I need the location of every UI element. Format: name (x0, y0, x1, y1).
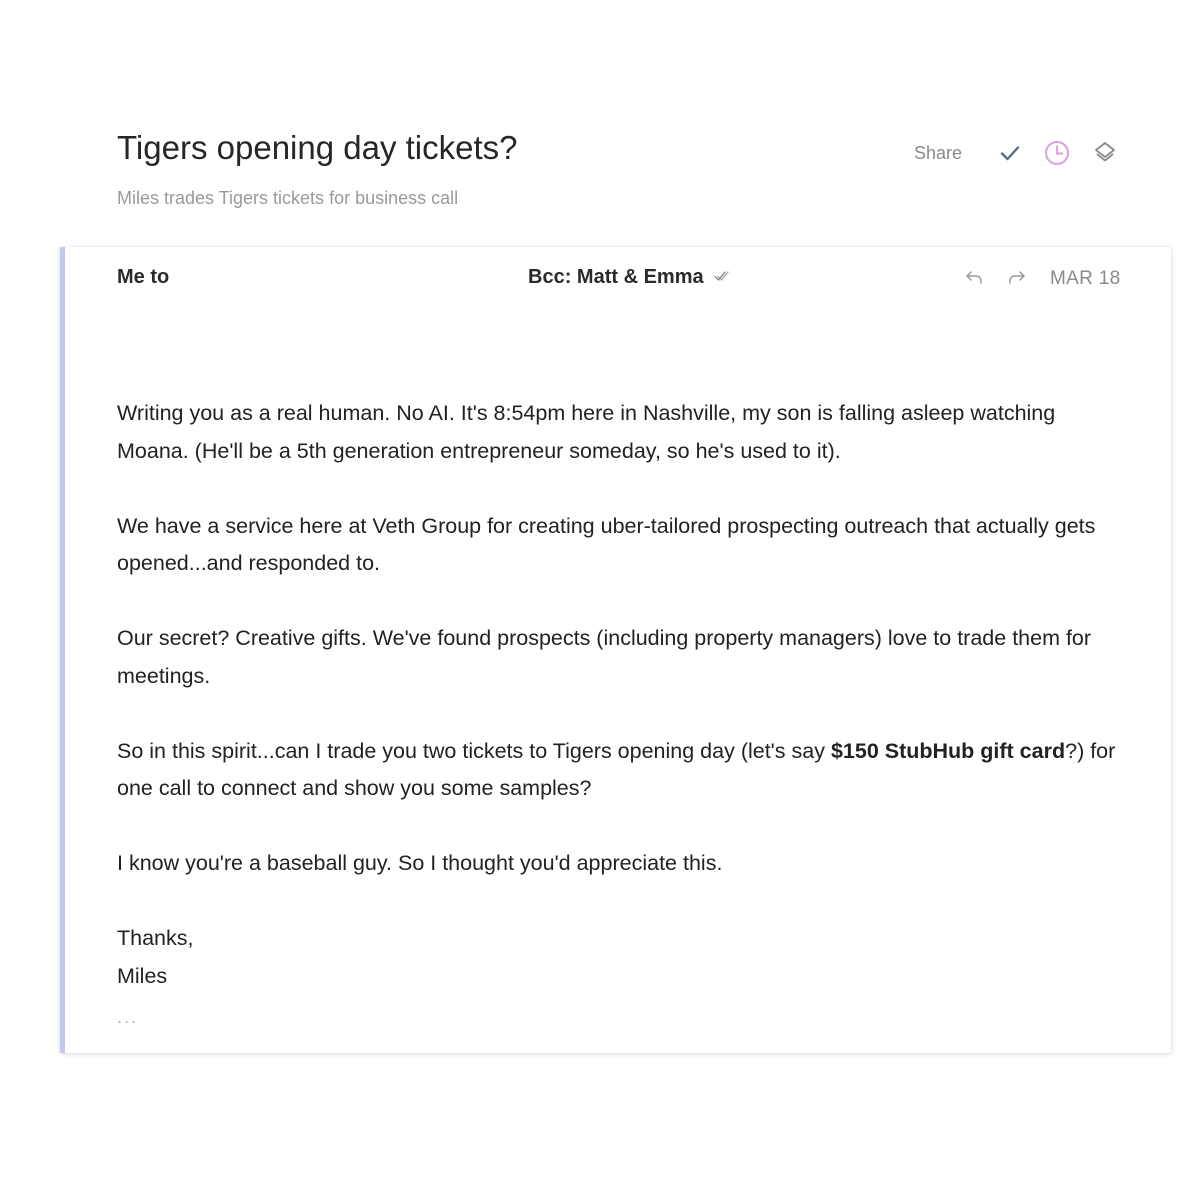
offer-text-before: So in this spirit...can I trade you two tickets to Tigers opening day (let's say (117, 738, 831, 763)
body-paragraph: Our secret? Creative gifts. We've found prospects (including property managers) love to trade them for meetings. (117, 626, 1092, 688)
signoff-name: Miles (117, 963, 168, 988)
forward-icon[interactable] (1006, 266, 1028, 288)
body-paragraph: Writing you as a real human. No AI. It's 8:54pm here in Nashville, my son is falling asleep watching Moana. (He'll be a 5th generation entrepreneur someday, so he's used to it). (117, 401, 1056, 463)
body-paragraph: We have a service here at Veth Group for creating uber-tailored prospecting outreach that actually gets opened...and responded to. (117, 513, 1096, 575)
share-button[interactable]: Share (914, 143, 963, 163)
clock-icon[interactable] (1043, 139, 1071, 167)
show-trimmed-content[interactable]: ... (117, 1007, 139, 1027)
body-paragraph-offer (117, 733, 1117, 808)
double-check-icon (712, 267, 730, 285)
message-card (60, 247, 1171, 1053)
offer-text-after: ?) for one call to connect and show you some samples? (117, 738, 1116, 800)
body-paragraph: I know you're a baseball guy. So I thought you'd appreciate this. (117, 851, 723, 875)
reply-icon[interactable] (963, 266, 985, 288)
check-icon[interactable] (996, 139, 1024, 167)
thread-summary: Miles trades Tigers tickets for business call (117, 188, 459, 208)
bcc-label: Bcc: Matt & Emma (528, 266, 704, 288)
message-date: MAR 18 (1050, 268, 1121, 289)
message-body (117, 395, 1117, 995)
thread-toolbar (900, 137, 1120, 169)
offer-highlight: $150 StubHub gift card (830, 738, 1066, 763)
signoff-closing: Thanks, (117, 926, 194, 950)
sender-recipient[interactable]: Me to (117, 266, 170, 288)
subject-title: Tigers opening day tickets? (117, 129, 518, 166)
layers-icon[interactable] (1091, 139, 1119, 167)
bcc-recipients[interactable] (528, 264, 730, 290)
